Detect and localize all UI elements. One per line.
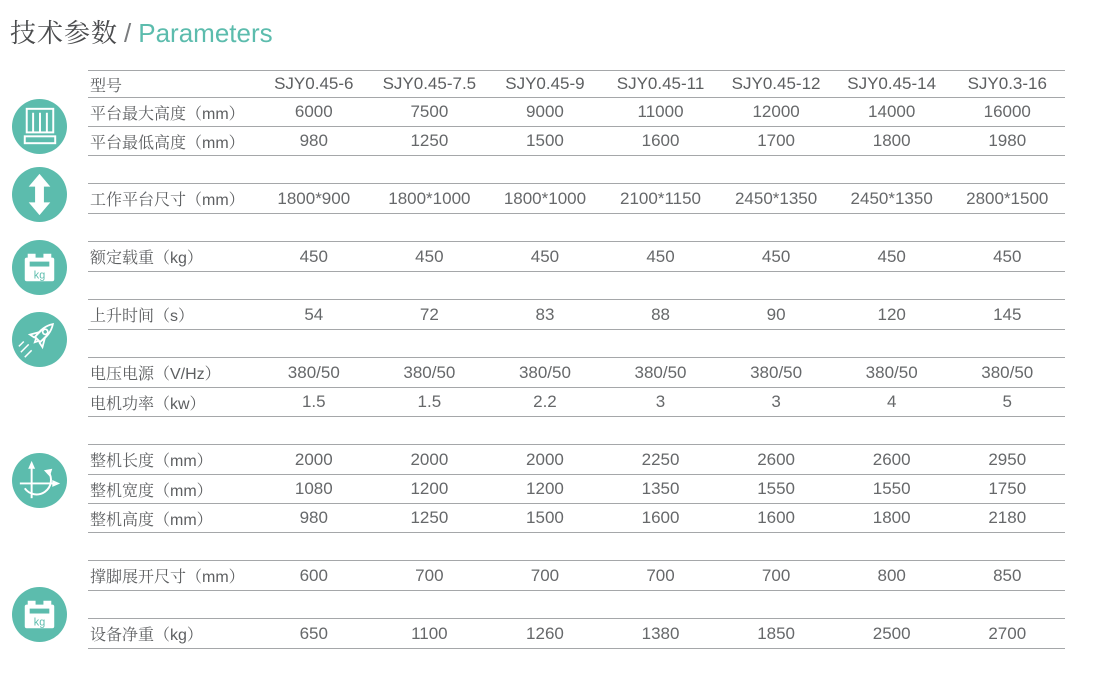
weight-kg-icon: [12, 240, 67, 295]
row-value: 88: [651, 304, 670, 324]
row-value: 450: [299, 246, 328, 266]
page-title-zh: 技术参数: [10, 18, 119, 48]
row-value: 1550: [872, 479, 911, 498]
page-title-en: Parameters: [138, 18, 273, 48]
table-header-row: [88, 71, 1065, 97]
row-value: 1700: [757, 131, 796, 150]
table-section: [88, 560, 1065, 591]
row-value: 1800: [872, 508, 911, 527]
row-value: 1250: [410, 508, 449, 527]
row-value: 450: [761, 246, 791, 266]
row-value: 1.5: [301, 392, 326, 411]
row-value: 1800*900: [277, 188, 351, 208]
row-label: 设备净重（kg）: [90, 627, 203, 644]
table-row: [88, 358, 1065, 387]
table-section: [88, 357, 1065, 417]
row-label: 整机高度（mm）: [90, 511, 213, 529]
row-value: 1750: [988, 479, 1027, 498]
row-value: 83: [535, 304, 555, 324]
row-value: 1100: [411, 623, 448, 643]
up-down-arrow-icon: [12, 167, 67, 222]
row-value: 12000: [752, 102, 800, 121]
row-value: 3: [771, 392, 781, 411]
row-value: 1600: [641, 131, 680, 150]
table-section: [88, 618, 1065, 649]
row-value: 850: [993, 565, 1022, 585]
row-value: 1600: [641, 508, 680, 527]
column-header-model: SJY0.45-14: [847, 74, 937, 93]
table-section: [88, 70, 1065, 156]
row-value: 450: [415, 246, 444, 266]
row-value: 1800: [872, 131, 911, 150]
table-section: [88, 183, 1065, 214]
table-row: [88, 619, 1065, 648]
row-value: 1250: [410, 131, 449, 150]
row-value: 700: [415, 565, 444, 585]
row-value: 4: [886, 392, 897, 411]
dimension-axes-icon: [12, 453, 67, 508]
row-value: 1200: [410, 479, 449, 498]
column-header-model: SJY0.45-11: [616, 74, 705, 93]
row-value: 72: [419, 304, 439, 324]
table-section: [88, 299, 1065, 330]
row-value: 54: [304, 304, 324, 324]
row-value: 700: [646, 565, 675, 585]
row-label: 整机长度（mm）: [90, 453, 213, 470]
row-value: 14000: [868, 102, 916, 121]
kg-label: kg: [33, 616, 46, 629]
row-value: 1260: [526, 623, 564, 643]
row-value: 1850: [757, 623, 796, 643]
row-value: 700: [530, 565, 560, 585]
row-value: 380/50: [518, 362, 571, 382]
row-value: 380/50: [287, 362, 340, 382]
row-value: 2000: [410, 449, 449, 469]
row-value: 650: [299, 623, 328, 643]
row-value: 2000: [526, 449, 564, 469]
table-row: [88, 445, 1065, 474]
row-value: 2600: [757, 449, 796, 469]
row-value: 1600: [757, 508, 796, 527]
table-row: [88, 126, 1065, 155]
row-value: 2100*1150: [620, 188, 702, 208]
weight-kg-icon: [12, 587, 67, 642]
row-value: 380/50: [634, 362, 687, 382]
row-value: 9000: [526, 102, 564, 121]
row-value: 6000: [294, 102, 333, 121]
table-row: [88, 184, 1065, 213]
row-value: 600: [299, 565, 328, 585]
row-value: 380/50: [981, 362, 1034, 382]
row-value: 380/50: [750, 362, 803, 382]
row-label: 工作平台尺寸（mm）: [90, 192, 245, 209]
column-header-model: SJY0.45-6: [274, 74, 354, 93]
table-row: [88, 242, 1065, 271]
row-value: 120: [877, 304, 906, 324]
row-value: 2950: [988, 449, 1027, 469]
column-header-model: SJY0.3-16: [967, 74, 1047, 93]
row-value: 700: [761, 565, 791, 585]
row-value: 450: [993, 246, 1022, 266]
platform-railing-icon: [12, 99, 67, 154]
row-value: 450: [530, 246, 560, 266]
row-value: 2450*1350: [850, 188, 933, 208]
column-header-model: SJY0.45-12: [731, 74, 821, 93]
table-row: [88, 300, 1065, 329]
row-value: 980: [299, 508, 328, 527]
row-label: 整机宽度（mm）: [90, 482, 213, 500]
page-title: [10, 13, 273, 50]
row-value: 450: [646, 246, 675, 266]
row-value: 2450*1350: [734, 188, 818, 208]
row-value: 2180: [988, 508, 1027, 527]
row-value: 7500: [410, 102, 449, 121]
row-value: 1500: [526, 131, 564, 150]
row-value: 1080: [294, 479, 333, 498]
row-label: 撑脚展开尺寸（mm）: [90, 569, 245, 586]
table-section: [88, 444, 1065, 533]
row-value: 1500: [526, 508, 564, 527]
row-value: 5: [1002, 392, 1012, 411]
table-row: [88, 97, 1065, 126]
row-value: 1.5: [417, 392, 442, 411]
row-label: 电压电源（V/Hz）: [90, 366, 221, 383]
table-row: [88, 561, 1065, 590]
table-section: [88, 241, 1065, 272]
parameters-table: [88, 70, 1065, 649]
row-label: 平台最大高度（mm）: [90, 105, 245, 123]
row-value: 1350: [641, 479, 680, 498]
column-header-model: SJY0.45-7.5: [382, 74, 477, 93]
row-value: 2250: [641, 449, 680, 469]
row-value: 450: [877, 246, 906, 266]
row-label: 上升时间（s）: [90, 308, 195, 325]
row-value: 1550: [757, 479, 796, 498]
row-value: 800: [877, 565, 906, 585]
row-value: 1800*1000: [388, 188, 471, 208]
row-value: 1380: [641, 623, 680, 643]
row-value: 380/50: [865, 362, 918, 382]
column-header-model-label: 型号: [90, 77, 123, 95]
row-value: 2800*1500: [966, 188, 1049, 208]
row-value: 980: [299, 131, 328, 150]
row-value: 2000: [294, 449, 333, 469]
rocket-icon: [12, 312, 67, 367]
row-value: 1980: [988, 131, 1027, 150]
row-value: 2.2: [533, 392, 557, 411]
kg-label: kg: [33, 269, 46, 282]
table-row: [88, 387, 1065, 416]
row-label: 平台最低高度（mm）: [90, 134, 245, 152]
table-row: [88, 503, 1065, 532]
row-value: 2500: [872, 623, 911, 643]
page-title-separator: /: [124, 18, 133, 48]
row-value: 380/50: [403, 362, 456, 382]
row-value: 145: [993, 304, 1022, 324]
column-header-model: SJY0.45-9: [505, 74, 585, 93]
row-value: 2600: [872, 449, 911, 469]
row-value: 1200: [526, 479, 564, 498]
row-label: 电机功率（kw）: [90, 395, 206, 413]
table-row: [88, 474, 1065, 503]
row-value: 1800*1000: [503, 188, 587, 208]
row-value: 16000: [983, 102, 1031, 121]
row-value: 3: [655, 392, 666, 411]
row-value: 2700: [988, 623, 1027, 643]
row-value: 90: [766, 304, 786, 324]
row-label: 额定载重（kg）: [90, 250, 203, 267]
row-value: 11000: [637, 102, 684, 121]
